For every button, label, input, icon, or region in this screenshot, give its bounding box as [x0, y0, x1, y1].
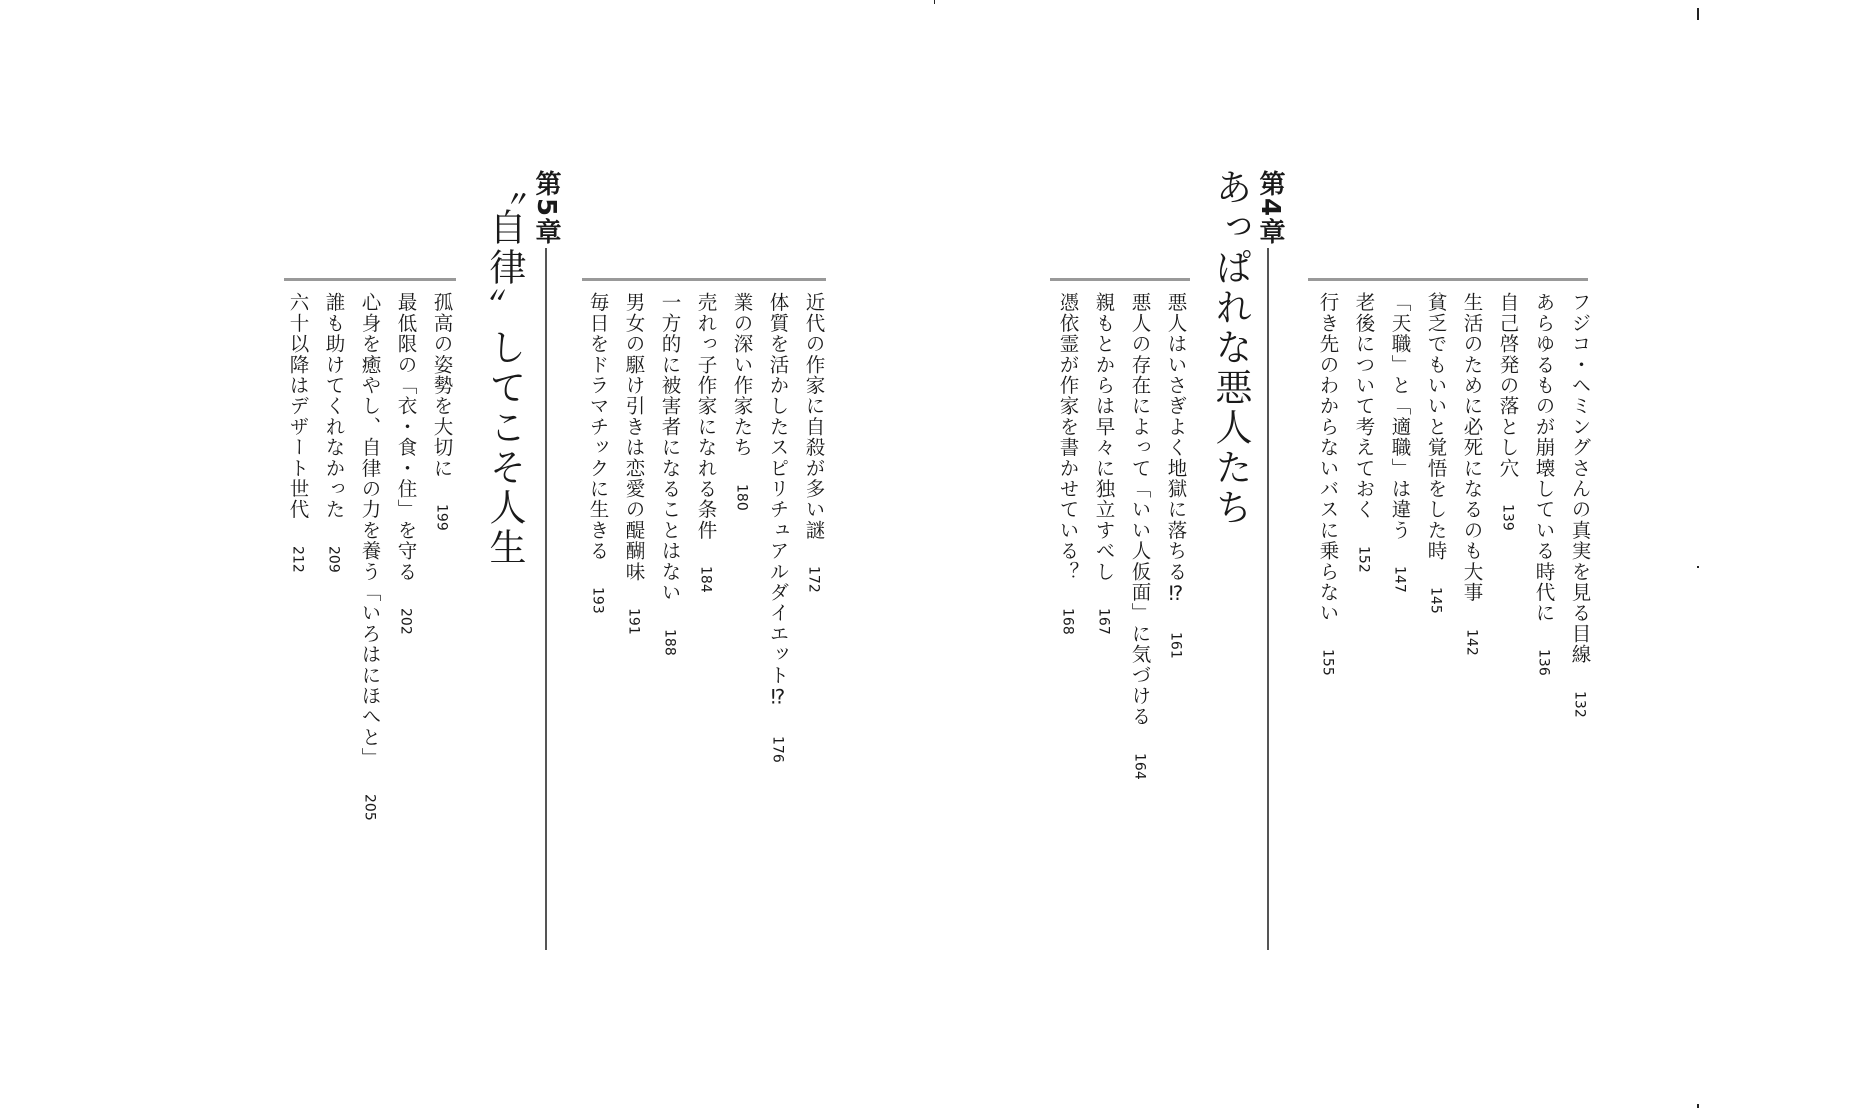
- toc-entry[interactable]: [1498, 292, 1518, 531]
- chapter-label-suffix: 章: [1255, 218, 1285, 247]
- toc-entry-page: 209: [325, 545, 342, 573]
- toc-entry[interactable]: [696, 292, 716, 593]
- toc-entry-title: 孤高の姿勢を大切に: [430, 292, 454, 479]
- toc-entry-page: 168: [1059, 607, 1076, 635]
- toc-entry[interactable]: [1094, 292, 1114, 635]
- chapter-4-label: [1257, 170, 1283, 246]
- toc-entry[interactable]: [768, 292, 788, 762]
- toc-entry[interactable]: [732, 292, 752, 510]
- toc-entry-title: 悪人の存在によって「いい人仮面」に気づける: [1128, 292, 1152, 727]
- toc-entry-title: 生活のために必死になるのも大事: [1460, 292, 1484, 603]
- crop-mark-bottom-right: [1697, 1104, 1699, 1108]
- toc-entry-page: 161: [1167, 632, 1184, 659]
- toc-entry-title: 業の深い作家たち: [730, 292, 754, 458]
- toc-entry-page: 147: [1391, 566, 1408, 594]
- chapter-5-divider: [545, 248, 547, 950]
- section-rule: [1050, 278, 1190, 281]
- toc-entry-page: 155: [1319, 649, 1336, 676]
- toc-entry[interactable]: [624, 292, 644, 635]
- chapter-5-title: 〝自律〟してこそ人生: [483, 168, 526, 568]
- chapter-label-number: 5: [531, 198, 561, 219]
- toc-entry-title: 自己啓発の落とし穴: [1496, 292, 1520, 479]
- section-rule: [1308, 278, 1588, 281]
- toc-entry-title: 行き先のわからないバスに乗らない: [1316, 292, 1340, 624]
- toc-entry-title: 最低限の「衣・食・住」を守る: [394, 292, 418, 582]
- toc-entry[interactable]: [1318, 292, 1338, 676]
- toc-entry-page: 188: [661, 628, 678, 656]
- toc-entry-title: 「天職」と「適職」は違う: [1388, 292, 1412, 541]
- toc-entry[interactable]: [288, 292, 308, 572]
- toc-entry-page: 167: [1095, 607, 1112, 635]
- toc-entry-title: 男女の駆け引きは恋愛の醍醐味: [622, 292, 646, 582]
- chapter-4-title: あっぱれな悪人たち: [1209, 168, 1252, 528]
- section-rule: [582, 278, 826, 281]
- toc-entry-title: あらゆるものが崩壊している時代に: [1532, 292, 1556, 624]
- chapter-4-section-b: [1050, 278, 1190, 780]
- toc-entry[interactable]: [1462, 292, 1482, 655]
- toc-entry-page: 205: [361, 794, 378, 821]
- toc-entry-page: 193: [589, 587, 606, 614]
- chapter-label-prefix: 第: [531, 170, 561, 198]
- toc-entry[interactable]: [1058, 292, 1078, 635]
- chapter-5-section-b: [284, 278, 456, 821]
- toc-entry-title: 心身を癒やし、自律の力を養う「いろはにほへと」: [358, 292, 382, 769]
- toc-entry-title: フジコ・ヘミングさんの真実を見る目線: [1568, 292, 1592, 665]
- toc-entry-page: 132: [1571, 690, 1588, 718]
- chapter-label-suffix: 章: [531, 218, 561, 247]
- chapter-4-divider: [1267, 248, 1269, 950]
- toc-entry[interactable]: [396, 292, 416, 635]
- toc-entry-page: 136: [1535, 649, 1552, 676]
- toc-entry-title: 親もとからは早々に独立すべし: [1092, 292, 1116, 582]
- toc-entry-page: 212: [289, 545, 306, 573]
- toc-entry-title: 老後について考えておく: [1352, 292, 1376, 520]
- toc-entry[interactable]: [1570, 292, 1590, 717]
- toc-entry-page: 152: [1355, 545, 1372, 573]
- chapter-label-prefix: 第: [1255, 170, 1285, 198]
- chapter-4-section-a: [1308, 278, 1592, 718]
- toc-entry[interactable]: [588, 292, 608, 614]
- toc-entry-title: 売れっ子作家になれる条件: [694, 292, 718, 541]
- toc-entry-title: 近代の作家に自殺が多い謎: [802, 292, 826, 541]
- toc-entry-title: 一方的に被害者になることはない: [658, 292, 682, 603]
- toc-entry-page: 139: [1499, 504, 1516, 532]
- toc-entry[interactable]: [1534, 292, 1554, 676]
- toc-entry[interactable]: [324, 292, 344, 572]
- toc-entry-title: 誰も助けてくれなかった: [322, 292, 346, 520]
- toc-entry[interactable]: [1130, 292, 1150, 779]
- toc-entry[interactable]: [1390, 292, 1410, 593]
- toc-entry[interactable]: [804, 292, 824, 593]
- toc-entry-page: 172: [805, 566, 822, 594]
- toc-entry[interactable]: [660, 292, 680, 655]
- toc-entry-page: 145: [1427, 587, 1444, 614]
- toc-entry-page: 180: [733, 483, 750, 511]
- toc-entry-page: 202: [397, 607, 414, 635]
- toc-entry-title: 貧乏でもいいと覚悟をした時: [1424, 292, 1448, 562]
- toc-entry-page: 164: [1131, 752, 1148, 780]
- crop-mark-top-right: [1697, 8, 1699, 20]
- toc-entry-title: 六十以降はデザート世代: [286, 292, 310, 520]
- toc-entry-title: 憑依霊が作家を書かせている？: [1056, 292, 1080, 582]
- toc-entry-page: 199: [433, 504, 450, 532]
- toc-entry[interactable]: [432, 292, 452, 531]
- toc-entry[interactable]: [1166, 292, 1186, 659]
- toc-entry-page: 184: [697, 566, 714, 594]
- crop-mark-top-center: [934, 0, 935, 4]
- toc-entry-page: 142: [1463, 628, 1480, 656]
- crop-mark-right-middle: [1697, 566, 1699, 568]
- toc-entry[interactable]: [1426, 292, 1446, 614]
- chapter-5-label: [533, 170, 559, 246]
- toc-entry-title: 悪人はいさぎよく地獄に落ちる⁉: [1164, 292, 1188, 606]
- toc-entry[interactable]: [360, 292, 380, 821]
- toc-entry-title: 毎日をドラマチックに生きる: [586, 292, 610, 562]
- chapter-5-section-a: [582, 278, 826, 763]
- toc-entry-page: 176: [769, 735, 786, 763]
- toc-entry-title: 体質を活かしたスピリチュアルダイエット⁉: [766, 292, 790, 710]
- section-rule: [284, 278, 456, 281]
- toc-entry-page: 191: [625, 607, 642, 635]
- toc-entry[interactable]: [1354, 292, 1374, 572]
- chapter-label-number: 4: [1255, 198, 1285, 219]
